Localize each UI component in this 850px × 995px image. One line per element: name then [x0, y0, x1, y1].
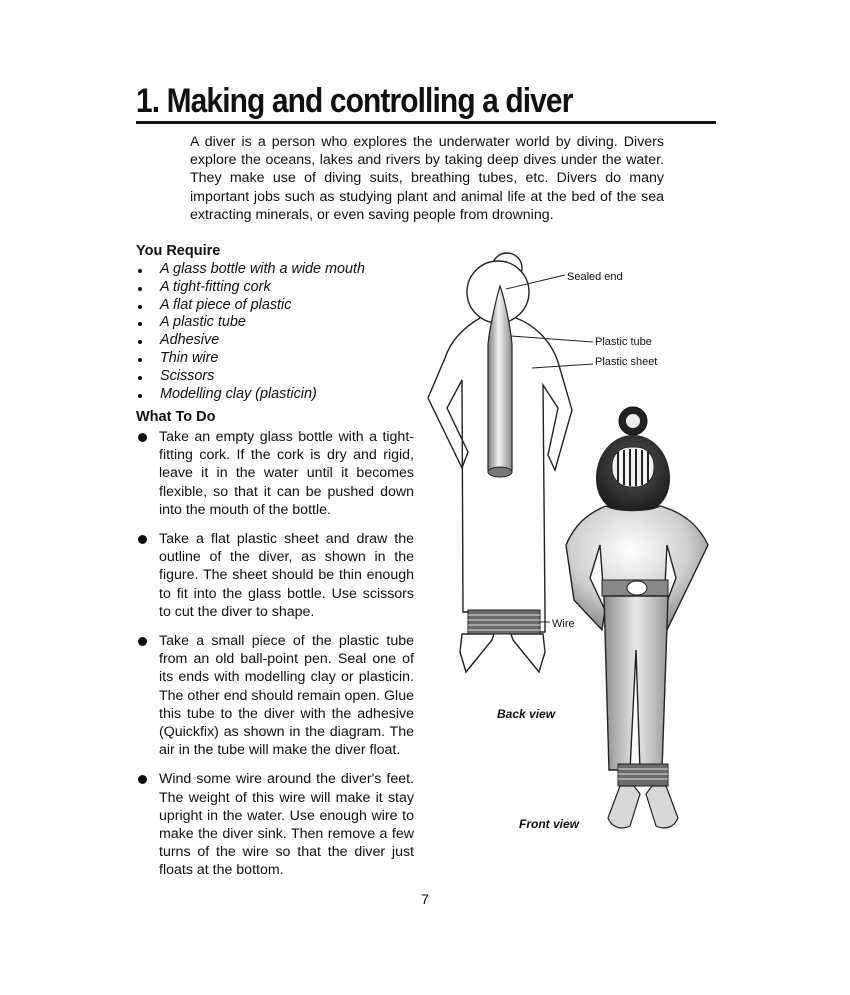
requirement-item: Modelling clay (plasticin) — [136, 386, 365, 404]
page-number: 7 — [421, 891, 429, 907]
instruction-step: Take a flat plastic sheet and draw the outline of the diver, as shown in the figure. The sheet should be thin enough to fit into the glass bottle. Use scissors to cut the diver to shape. — [136, 530, 414, 621]
caption-front-view: Front view — [519, 817, 580, 831]
requirement-item: A plastic tube — [136, 314, 365, 332]
back-wire-coil — [468, 610, 540, 634]
instructions-heading: What To Do — [136, 409, 216, 425]
label-sealed-end: Sealed end — [567, 271, 623, 283]
requirement-item: Thin wire — [136, 350, 365, 368]
requirement-item: Scissors — [136, 368, 365, 386]
instruction-step: Wind some wire around the diver's feet. The weight of this wire will make it stay upright in the water. Use enough wire to make the diver sink. Then remove a few turns of the wire so that the diver just floats at the bottom. — [136, 770, 414, 879]
label-wire: Wire — [552, 618, 575, 630]
label-plastic-sheet: Plastic sheet — [595, 356, 658, 368]
instruction-step: Take an empty glass bottle with a tight-fitting cork. If the cork is dry and rigid, leave it in the water until it becomes flexible, so that it can be pushed down into the mouth of the bottle. — [136, 428, 414, 519]
requirement-item: A glass bottle with a wide mouth — [136, 261, 365, 279]
requirements-heading: You Require — [136, 243, 221, 259]
instruction-step: Take a small piece of the plastic tube from an old ball-point pen. Seal one of its ends with modelling clay or plasticin. The other end should remain open. Glue this tube to the diver with the adhesive (Quickfix) as shown in the diagram. The air in the tube will make the diver float. — [136, 632, 414, 759]
page-title: 1. Making and controlling a diver — [136, 82, 573, 120]
requirement-item: A flat piece of plastic — [136, 297, 365, 315]
intro-paragraph: A diver is a person who explores the underwater world by diving. Divers explore the oceans, lakes and rivers by taking deep dives under the water. They make use of diving suits, breathing tubes, etc. Divers do many important jobs such as studying plant and animal life at the bed of the sea extracting minerals, or even saving people from drowning. — [190, 134, 664, 223]
requirement-item: A tight-fitting cork — [136, 279, 365, 297]
front-view-diver — [566, 407, 708, 828]
requirement-item: Adhesive — [136, 332, 365, 350]
caption-back-view: Back view — [497, 707, 556, 721]
label-plastic-tube: Plastic tube — [595, 336, 652, 348]
